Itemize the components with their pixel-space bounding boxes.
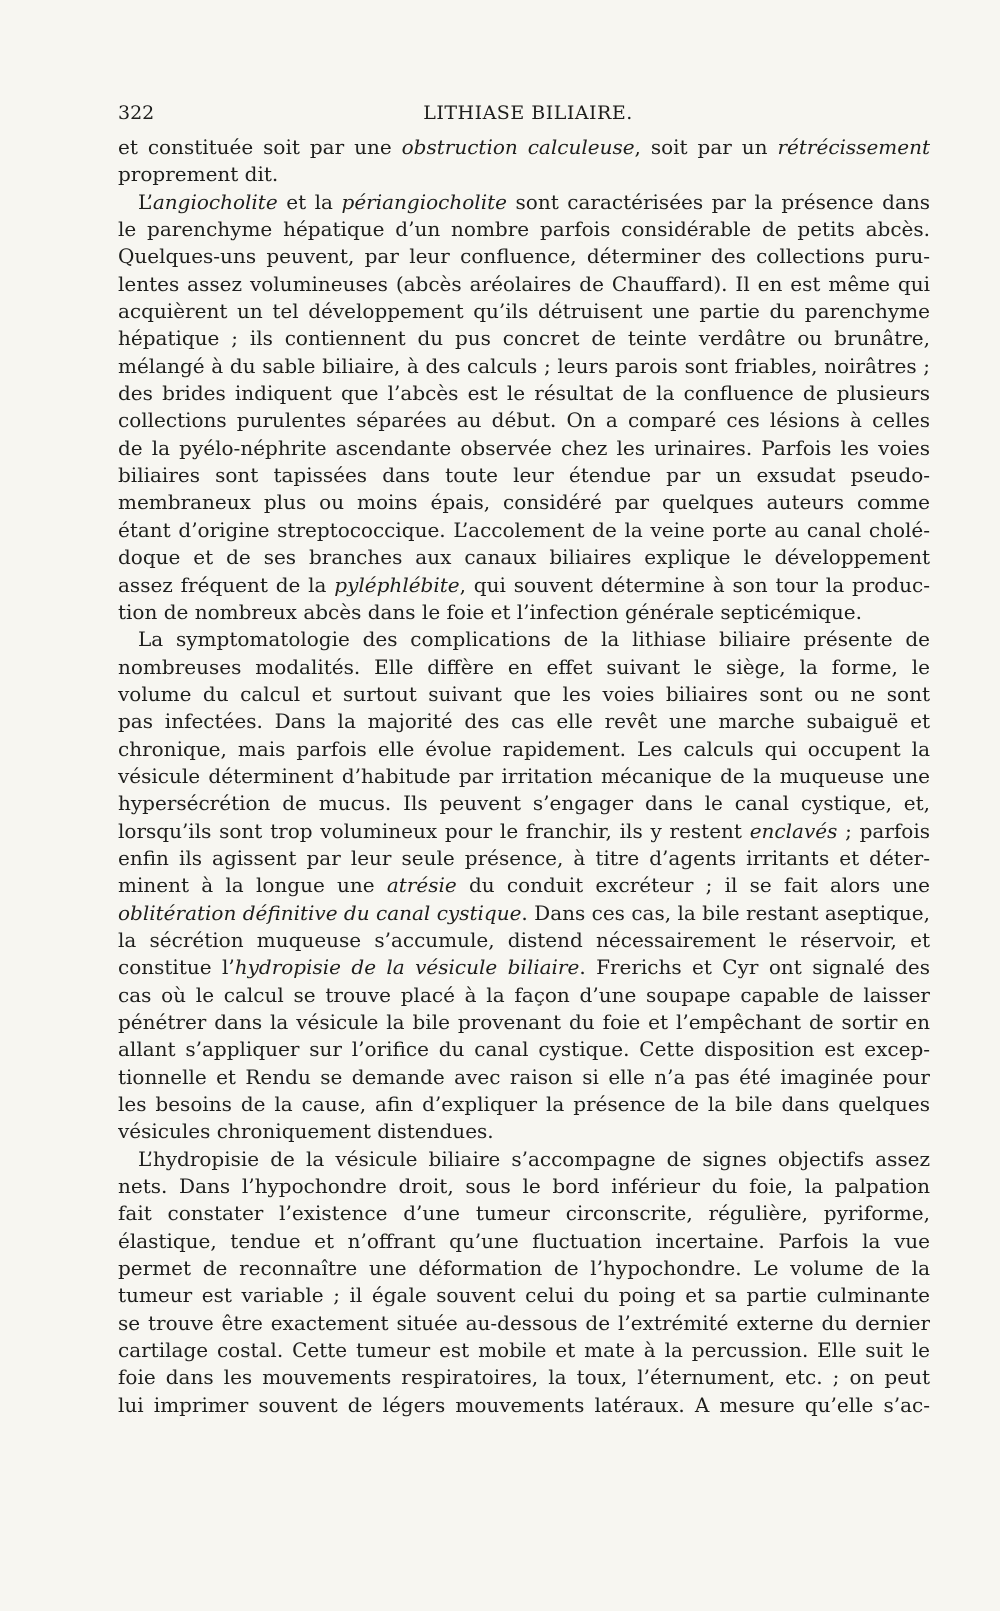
text-run: proprement dit. xyxy=(118,162,279,187)
text-line xyxy=(118,1036,930,1063)
text-run: nets. Dans l’hypochondre droit, sous le bord inférieur du foie, la palpation xyxy=(118,1174,930,1199)
text-line xyxy=(118,353,930,380)
text-run: assez fréquent de la xyxy=(118,572,335,597)
text-line xyxy=(118,1310,930,1337)
text-run: étant d’origine streptococcique. L’accolement de la veine porte au canal cholé- xyxy=(118,517,930,542)
text-run: , qui souvent détermine à son tour la produc- xyxy=(459,572,930,597)
text-run: chronique, mais parfois elle évolue rapidement. Les calculs qui occupent la xyxy=(118,736,930,761)
page-number: 322 xyxy=(118,102,155,124)
text-run: , soit par un xyxy=(634,135,778,159)
text-line xyxy=(118,818,930,845)
text-run: hépatique ; ils contiennent du pus concret de teinte verdâtre ou brunâtre, xyxy=(118,326,930,351)
text-run: constitue l’ xyxy=(118,955,235,980)
text-line xyxy=(118,1200,930,1227)
text-line xyxy=(118,1009,930,1036)
text-run: La symptomatologie des complications de la lithiase biliaire présente de xyxy=(138,627,930,652)
text-line xyxy=(118,572,930,599)
text-line xyxy=(118,626,930,653)
text-line xyxy=(118,763,930,790)
italic-term: hydropisie de la vésicule biliaire xyxy=(234,955,580,980)
italic-term: périangiocholite xyxy=(341,189,507,214)
text-run: mélangé à du sable biliaire, à des calculs ; leurs parois sont friables, noirâtres ; xyxy=(118,353,930,378)
text-run: L’ xyxy=(138,189,153,214)
text-run: enfin ils agissent par leur seule présence, à titre d’agents irritants et déter- xyxy=(118,845,930,870)
text-run: élastique, tendue et n’offrant qu’une fluctuation incertaine. Parfois la vue xyxy=(118,1228,930,1253)
text-line xyxy=(118,216,930,243)
text-run: permet de reconnaître une déformation de l’hypochondre. Le volume de la xyxy=(118,1256,930,1281)
running-title: LITHIASE BILIAIRE. xyxy=(423,102,633,124)
text-line xyxy=(118,462,930,489)
body-text xyxy=(118,134,930,1419)
text-run: Quelques-uns peuvent, par leur confluence, déterminer des collections puru- xyxy=(118,244,930,269)
text-line xyxy=(118,380,930,407)
text-run: . Frerichs et Cyr ont signalé des xyxy=(579,955,930,980)
text-run: et la xyxy=(277,189,342,214)
text-line xyxy=(118,1282,930,1309)
text-run: lentes assez volumineuses (abcès aréolaires de Chauffard). Il en est même qui xyxy=(118,271,930,296)
text-run: des brides indiquent que l’abcès est le résultat de la confluence de plusieurs xyxy=(118,381,930,406)
text-run: allant s’appliquer sur l’orifice du canal cystique. Cette disposition est excep- xyxy=(118,1037,930,1062)
text-line xyxy=(118,1364,930,1391)
text-line xyxy=(118,954,930,981)
text-run: pénétrer dans la vésicule la bile provenant du foie et l’empêchant de sortir en xyxy=(118,1010,930,1034)
text-line xyxy=(118,161,930,188)
text-line xyxy=(118,927,930,954)
text-line xyxy=(118,982,930,1009)
text-run: vésicules chroniquement distendues. xyxy=(118,1119,494,1144)
text-run: tumeur est variable ; il égale souvent celui du poing et sa partie culminante xyxy=(118,1283,930,1308)
text-run: sont caractérisées par la présence dans xyxy=(506,189,930,214)
text-line xyxy=(118,544,930,571)
text-run: biliaires sont tapissées dans toute leur étendue par un exsudat pseudo- xyxy=(118,463,930,488)
text-line xyxy=(118,325,930,352)
italic-term: enclavés xyxy=(749,818,838,843)
text-run: du conduit excréteur ; il se fait alors une xyxy=(456,873,930,898)
text-line xyxy=(118,271,930,298)
text-run: tionnelle et Rendu se demande avec raison si elle n’a pas été imaginée pour xyxy=(118,1064,930,1089)
text-line xyxy=(118,134,930,161)
text-run: minent à la longue une xyxy=(118,873,387,898)
text-line xyxy=(118,708,930,735)
text-line xyxy=(118,845,930,872)
italic-term: angiocholite xyxy=(152,189,278,214)
text-run: doque et de ses branches aux canaux biliaires explique le développement xyxy=(118,545,930,570)
text-line xyxy=(118,1146,930,1173)
text-line xyxy=(118,654,930,681)
text-run: volume du calcul et surtout suivant que les voies biliaires sont ou ne sont xyxy=(118,681,930,706)
text-run: lui imprimer souvent de légers mouvements latéraux. A mesure qu’elle s’ac- xyxy=(118,1392,930,1417)
text-run: le parenchyme hépatique d’un nombre parfois considérable de petits abcès. xyxy=(118,217,930,242)
italic-term: atrésie xyxy=(386,873,457,898)
text-run: ; parfois xyxy=(837,818,930,843)
text-run: hypersécrétion de mucus. Ils peuvent s’engager dans le canal cystique, et, xyxy=(118,791,930,816)
text-line xyxy=(118,900,930,927)
text-line xyxy=(118,189,930,216)
page-header xyxy=(118,102,938,130)
text-line xyxy=(118,790,930,817)
text-line xyxy=(118,1255,930,1282)
text-run: pas infectées. Dans la majorité des cas elle revêt une marche subaiguë et xyxy=(118,709,930,734)
text-line xyxy=(118,489,930,516)
text-run: lorsqu’ils sont trop volumineux pour le franchir, ils y restent xyxy=(118,818,750,843)
italic-term: oblitération définitive du canal cystique xyxy=(118,900,522,925)
text-run: et constituée soit par une xyxy=(118,135,402,159)
text-run: la sécrétion muqueuse s’accumule, distend nécessairement le réservoir, et xyxy=(118,927,930,952)
text-line xyxy=(118,1091,930,1118)
text-run: membraneux plus ou moins épais, considéré par quelques auteurs comme xyxy=(118,490,930,515)
text-run: de la pyélo-néphrite ascendante observée chez les urinaires. Parfois les voies xyxy=(118,435,930,460)
text-run: . Dans ces cas, la bile restant aseptique, xyxy=(521,900,930,925)
text-run: cas où le calcul se trouve placé à la façon d’une soupape capable de laisser xyxy=(118,982,930,1007)
italic-term: rétrécissement xyxy=(777,135,930,159)
text-line xyxy=(118,599,930,626)
text-run: vésicule déterminent d’habitude par irritation mécanique de la muqueuse une xyxy=(118,763,930,788)
text-run: nombreuses modalités. Elle diffère en effet suivant le siège, la forme, le xyxy=(118,654,930,679)
text-line xyxy=(118,1173,930,1200)
text-line xyxy=(118,1392,930,1419)
italic-term: obstruction calculeuse xyxy=(401,135,635,159)
text-line xyxy=(118,1064,930,1091)
text-line xyxy=(118,1228,930,1255)
text-line xyxy=(118,517,930,544)
text-run: se trouve être exactement située au-dessous de l’extrémité externe du dernier xyxy=(118,1310,930,1335)
italic-term: pyléphlébite xyxy=(334,572,460,597)
text-line xyxy=(118,1337,930,1364)
text-line xyxy=(118,1118,930,1145)
text-run: fait constater l’existence d’une tumeur circonscrite, régulière, pyriforme, xyxy=(118,1201,930,1226)
text-run: cartilage costal. Cette tumeur est mobile et mate à la percussion. Elle suit le xyxy=(118,1338,930,1363)
text-run: foie dans les mouvements respiratoires, la toux, l’éternument, etc. ; on peut xyxy=(118,1365,930,1390)
text-line xyxy=(118,407,930,434)
text-run: L’hydropisie de la vésicule biliaire s’accompagne de signes objectifs assez xyxy=(138,1146,930,1171)
text-line xyxy=(118,736,930,763)
text-run: les besoins de la cause, afin d’expliquer la présence de la bile dans quelques xyxy=(118,1092,930,1117)
text-run: tion de nombreux abcès dans le foie et l’infection générale septicémique. xyxy=(118,599,863,624)
text-line xyxy=(118,435,930,462)
text-run: collections purulentes séparées au début. On a comparé ces lésions à celles xyxy=(118,408,930,433)
text-line xyxy=(118,243,930,270)
text-line xyxy=(118,681,930,708)
text-line xyxy=(118,872,930,899)
text-run: acquièrent un tel développement qu’ils détruisent une partie du parenchyme xyxy=(118,299,930,324)
text-line xyxy=(118,298,930,325)
